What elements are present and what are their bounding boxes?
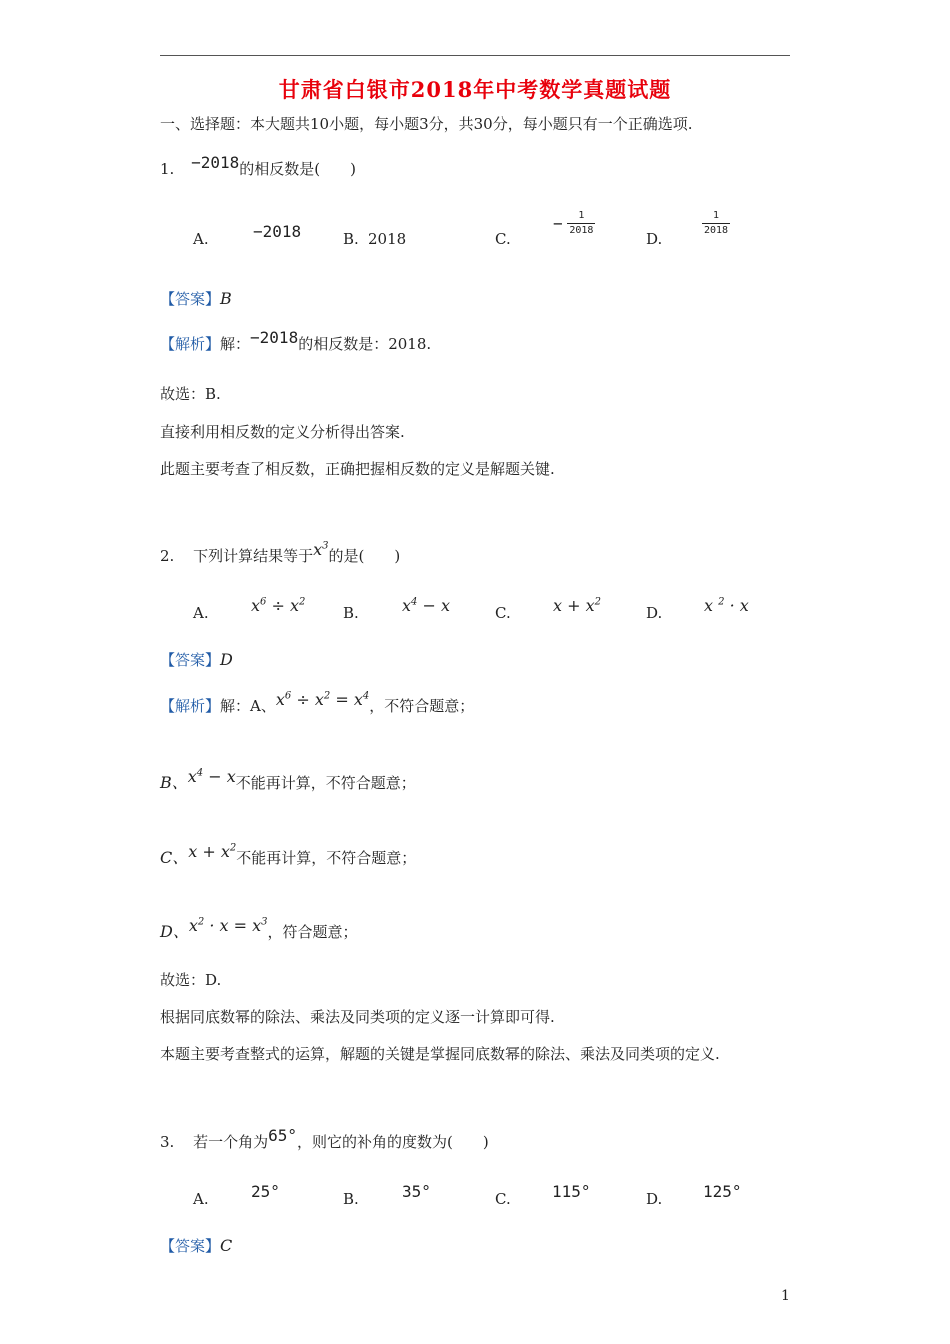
choice-line: 故选：B. bbox=[160, 385, 221, 403]
answer-tag: 【答案】 bbox=[160, 1237, 221, 1255]
question-text: 下列计算结果等于 bbox=[193, 547, 314, 565]
math-expression: −2018 bbox=[191, 153, 240, 172]
numerator: 1 bbox=[712, 210, 720, 221]
note-line: 此题主要考查了相反数，正确把握相反数的定义是解题关键. bbox=[160, 460, 555, 478]
answer-tag: 【答案】 bbox=[160, 651, 221, 669]
header-rule bbox=[160, 55, 790, 56]
question-text: 若一个角为 bbox=[193, 1133, 269, 1151]
option-value: −2018 bbox=[253, 222, 302, 241]
line-label: B、 bbox=[160, 773, 188, 792]
analysis-prefix: 解：A、 bbox=[220, 697, 276, 715]
analysis-tag: 【解析】 bbox=[160, 697, 221, 715]
option-value: 115° bbox=[552, 1182, 591, 1201]
denominator: 2018 bbox=[703, 225, 729, 236]
analysis-text: 的相反数是：2018. bbox=[298, 335, 432, 353]
math-expression: $x^2 \cdot x = x^3$ bbox=[188, 916, 268, 935]
question-3-stem bbox=[160, 1126, 489, 1152]
fraction-bar bbox=[567, 223, 595, 224]
analysis-line bbox=[160, 767, 416, 793]
question-text: 的是( ) bbox=[328, 547, 401, 565]
math-expression: 65° bbox=[268, 1126, 298, 1145]
answer-value: B bbox=[220, 289, 232, 308]
analysis-line bbox=[160, 842, 417, 868]
answer-tag: 【答案】 bbox=[160, 290, 221, 308]
line-label: C、 bbox=[160, 848, 189, 867]
option-value: 25° bbox=[251, 1182, 280, 1201]
fraction bbox=[702, 210, 730, 237]
option-fraction bbox=[553, 210, 595, 237]
option-value: $x + x^2$ bbox=[553, 596, 601, 615]
option-label: C. bbox=[495, 604, 511, 622]
option-value: 125° bbox=[703, 1182, 742, 1201]
question-text: 的相反数是( ) bbox=[239, 160, 356, 178]
note-line: 直接利用相反数的定义分析得出答案. bbox=[160, 423, 405, 441]
option-value: 2018 bbox=[368, 230, 407, 248]
fraction bbox=[567, 210, 595, 237]
analysis-text: ，不符合题意； bbox=[369, 697, 475, 715]
analysis-prefix: 解： bbox=[220, 335, 251, 353]
option-label: D. bbox=[646, 1190, 663, 1208]
note-line: 根据同底数幂的除法、乘法及同类项的定义逐一计算即可得. bbox=[160, 1008, 555, 1026]
question-2-stem bbox=[160, 540, 401, 566]
question-number: 2. bbox=[160, 547, 175, 565]
analysis-text: ，符合题意； bbox=[267, 923, 358, 941]
analysis-text: 不能再计算，不符合题意； bbox=[236, 849, 417, 867]
option-label: A. bbox=[193, 230, 209, 248]
fraction-bar bbox=[702, 223, 730, 224]
math-expression: −2018 bbox=[250, 328, 299, 347]
option-label: D. bbox=[646, 604, 663, 622]
option-label: C. bbox=[495, 1190, 511, 1208]
analysis-line bbox=[160, 916, 358, 942]
math-expression: $x^4 - x$ bbox=[187, 767, 236, 786]
answer-line bbox=[160, 649, 233, 670]
question-text: ，则它的补角的度数为( ) bbox=[297, 1133, 489, 1151]
analysis-text: 不能再计算，不符合题意； bbox=[235, 774, 416, 792]
answer-line bbox=[160, 288, 232, 309]
option-label: A. bbox=[193, 604, 209, 622]
option-label: B. bbox=[343, 230, 359, 248]
note-line: 本题主要考查整式的运算，解题的关键是掌握同底数幂的除法、乘法及同类项的定义. bbox=[160, 1045, 720, 1063]
answer-value: D bbox=[220, 650, 233, 669]
math-expression: $x + x^2$ bbox=[188, 842, 237, 861]
denominator: 2018 bbox=[569, 225, 594, 236]
analysis-line bbox=[160, 690, 475, 716]
option-value: x $^2$ · x bbox=[704, 596, 749, 615]
analysis-line bbox=[160, 328, 432, 354]
option-value: $x^4 - x$ bbox=[402, 596, 451, 615]
math-expression: $x^3$ bbox=[313, 540, 329, 559]
option-label: B. bbox=[343, 1190, 359, 1208]
answer-line bbox=[160, 1235, 232, 1256]
option-value: 35° bbox=[402, 1182, 431, 1201]
option-fraction bbox=[702, 210, 730, 237]
answer-value: C bbox=[220, 1236, 233, 1255]
line-label: D、 bbox=[160, 922, 189, 941]
question-1-stem bbox=[160, 153, 356, 179]
option-label: B. bbox=[343, 604, 359, 622]
choice-line: 故选：D. bbox=[160, 971, 222, 989]
question-number: 3. bbox=[160, 1133, 175, 1151]
option-label: D. bbox=[646, 230, 663, 248]
section-heading: 一、选择题：本大题共10小题，每小题3分，共30分，每小题只有一个正确选项. bbox=[160, 115, 693, 133]
minus-sign: − bbox=[553, 214, 563, 233]
analysis-tag: 【解析】 bbox=[160, 335, 221, 353]
option-label: A. bbox=[193, 1190, 209, 1208]
option-label: C. bbox=[495, 230, 511, 248]
numerator: 1 bbox=[578, 210, 585, 221]
math-expression: $x^6 \div x^2 = x^4$ bbox=[275, 690, 370, 709]
option-value: $x^6 \div x^2$ bbox=[251, 596, 306, 615]
question-number: 1. bbox=[160, 160, 175, 178]
page-number: 1 bbox=[781, 1288, 790, 1304]
page-title: 甘肃省白银市2018年中考数学真题试题 bbox=[278, 77, 672, 102]
